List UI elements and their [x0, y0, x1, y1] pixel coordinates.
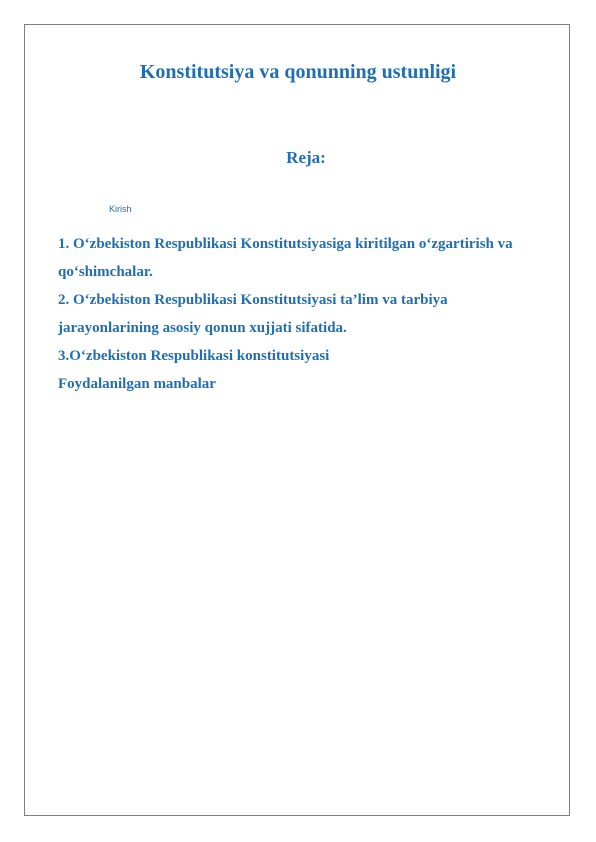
- page-border: [24, 24, 570, 816]
- document-title: Konstitutsiya va qonunning ustunligi: [139, 61, 457, 83]
- plan-list: [58, 230, 558, 398]
- plan-item-2-line-1: 2. O‘zbekiston Respublikasi Konstitutsiyasi ta’lim va tarbiya: [58, 292, 448, 308]
- plan-item-1-line-1: 1. O‘zbekiston Respublikasi Konstitutsiyasiga kiritilgan o‘zgartirish va: [58, 236, 513, 252]
- plan-item-3: 3.O‘zbekiston Respublikasi konstitutsiyasi: [58, 348, 330, 364]
- plan-item-2-line-2: jarayonlarining asosiy qonun xujjati sifatida.: [58, 320, 347, 336]
- intro-label: Kirish: [109, 204, 132, 214]
- plan-item-sources: Foydalanilgan manbalar: [58, 376, 216, 392]
- plan-heading: Reja:: [286, 148, 326, 167]
- plan-item-1-line-2: qo‘shimchalar.: [58, 264, 153, 280]
